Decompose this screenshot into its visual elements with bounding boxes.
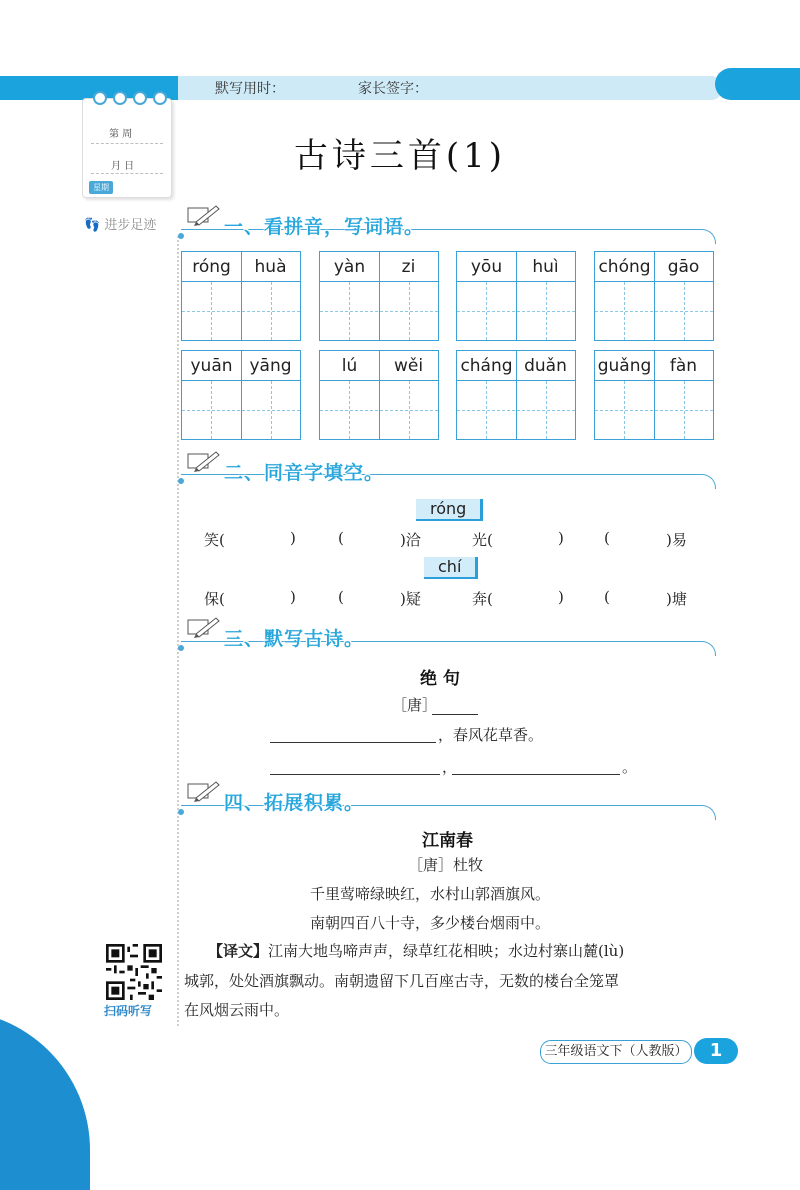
pinyin-syllable: gāo [667,257,700,277]
poem-line1-end: ，春风花草香。 [438,726,544,744]
margin-line [177,236,179,1026]
date-label: 月 日 [111,161,135,172]
pinyin-syllable: yōu [470,257,503,277]
section-4-title: 四、拓展积累。 [224,792,365,814]
translation-line3: 在风烟云雨中。 [184,1001,290,1019]
sign-label: 家长签字： [358,81,428,97]
pinyin-syllable: fàn [669,356,698,376]
word-box[interactable] [319,350,439,440]
ring-icon [93,91,107,105]
poem-line1-blank[interactable] [270,724,436,743]
footprint-icon: 👣 [84,218,101,233]
word-box[interactable] [456,251,576,341]
pinyin-syllable: lú [341,356,358,376]
section-3-title: 三、默写古诗。 [224,628,365,650]
pinyin-syllable: yàn [333,257,366,277]
pinyin-syllable: cháng [460,356,513,376]
progress-footprints: 👣 进步足迹 [84,218,157,233]
pinyin-syllable: huì [532,257,559,277]
extension-line2: 南朝四百八十寺，多少楼台烟雨中。 [310,914,551,932]
pinyin-syllable: róng [192,257,231,277]
author-blank[interactable] [432,696,478,715]
book-label: 三年级语文下（人教版） [540,1040,692,1064]
time-label: 默写用时： [215,81,285,97]
qr-code-icon[interactable] [106,944,162,1000]
word-box[interactable] [181,350,301,440]
ring-icon [113,91,127,105]
week-label: 第 周 [109,129,133,140]
ring-icon [133,91,147,105]
word-box[interactable] [594,251,714,341]
translation-line2: 城郭，处处酒旗飘动。南朝遗留下几百座古寺，无数的楼台全笼罩 [184,972,620,990]
pinyin-syllable: chóng [598,257,651,277]
extension-author: ［唐］杜牧 [408,856,484,874]
weekday-tag: 星期 [89,181,113,194]
corner-decoration [0,1010,90,1190]
section-2-title: 二、同音字填空。 [224,462,385,484]
poem-dynasty: ［唐］ [392,696,438,714]
pencil-icon [186,450,220,472]
word-box[interactable] [594,350,714,440]
pinyin-syllable: huà [254,257,287,277]
word-box[interactable] [181,251,301,341]
ring-icon [153,91,167,105]
word-box[interactable] [319,251,439,341]
pencil-icon [186,780,220,802]
extension-line1: 千里莺啼绿映红，水村山郭酒旗风。 [310,885,551,903]
pinyin-syllable: zi [401,257,416,277]
pencil-icon [186,616,220,638]
pinyin-syllable: yuān [190,356,233,376]
word-box[interactable] [456,350,576,440]
poem-line2-blank-a[interactable] [270,756,440,775]
section-1-title: 一、看拼音，写词语。 [224,216,425,238]
pinyin-syllable: duǎn [524,356,567,376]
poem-line2-blank-b[interactable] [452,756,620,775]
pinyin-syllable: wěi [393,356,424,376]
translation-line1: 【译文】江南大地鸟啼声声，绿草红花相映；水边村寨山麓(lù) [208,942,625,960]
qr-label: 扫码听写 [104,1004,153,1018]
pinyin-syllable: yāng [249,356,292,376]
page-title: 古诗三首(1) [293,136,507,176]
page-number: 1 [694,1038,738,1064]
pinyin-pill-rong: róng [416,499,483,521]
pinyin-pill-chi: chí [424,557,478,579]
pencil-icon [186,204,220,226]
top-bar-left [0,76,178,100]
top-bar-right [715,68,800,100]
extension-poem-title: 江南春 [422,831,473,851]
poem-title: 绝 句 [420,669,460,689]
pinyin-syllable: guǎng [597,356,652,376]
